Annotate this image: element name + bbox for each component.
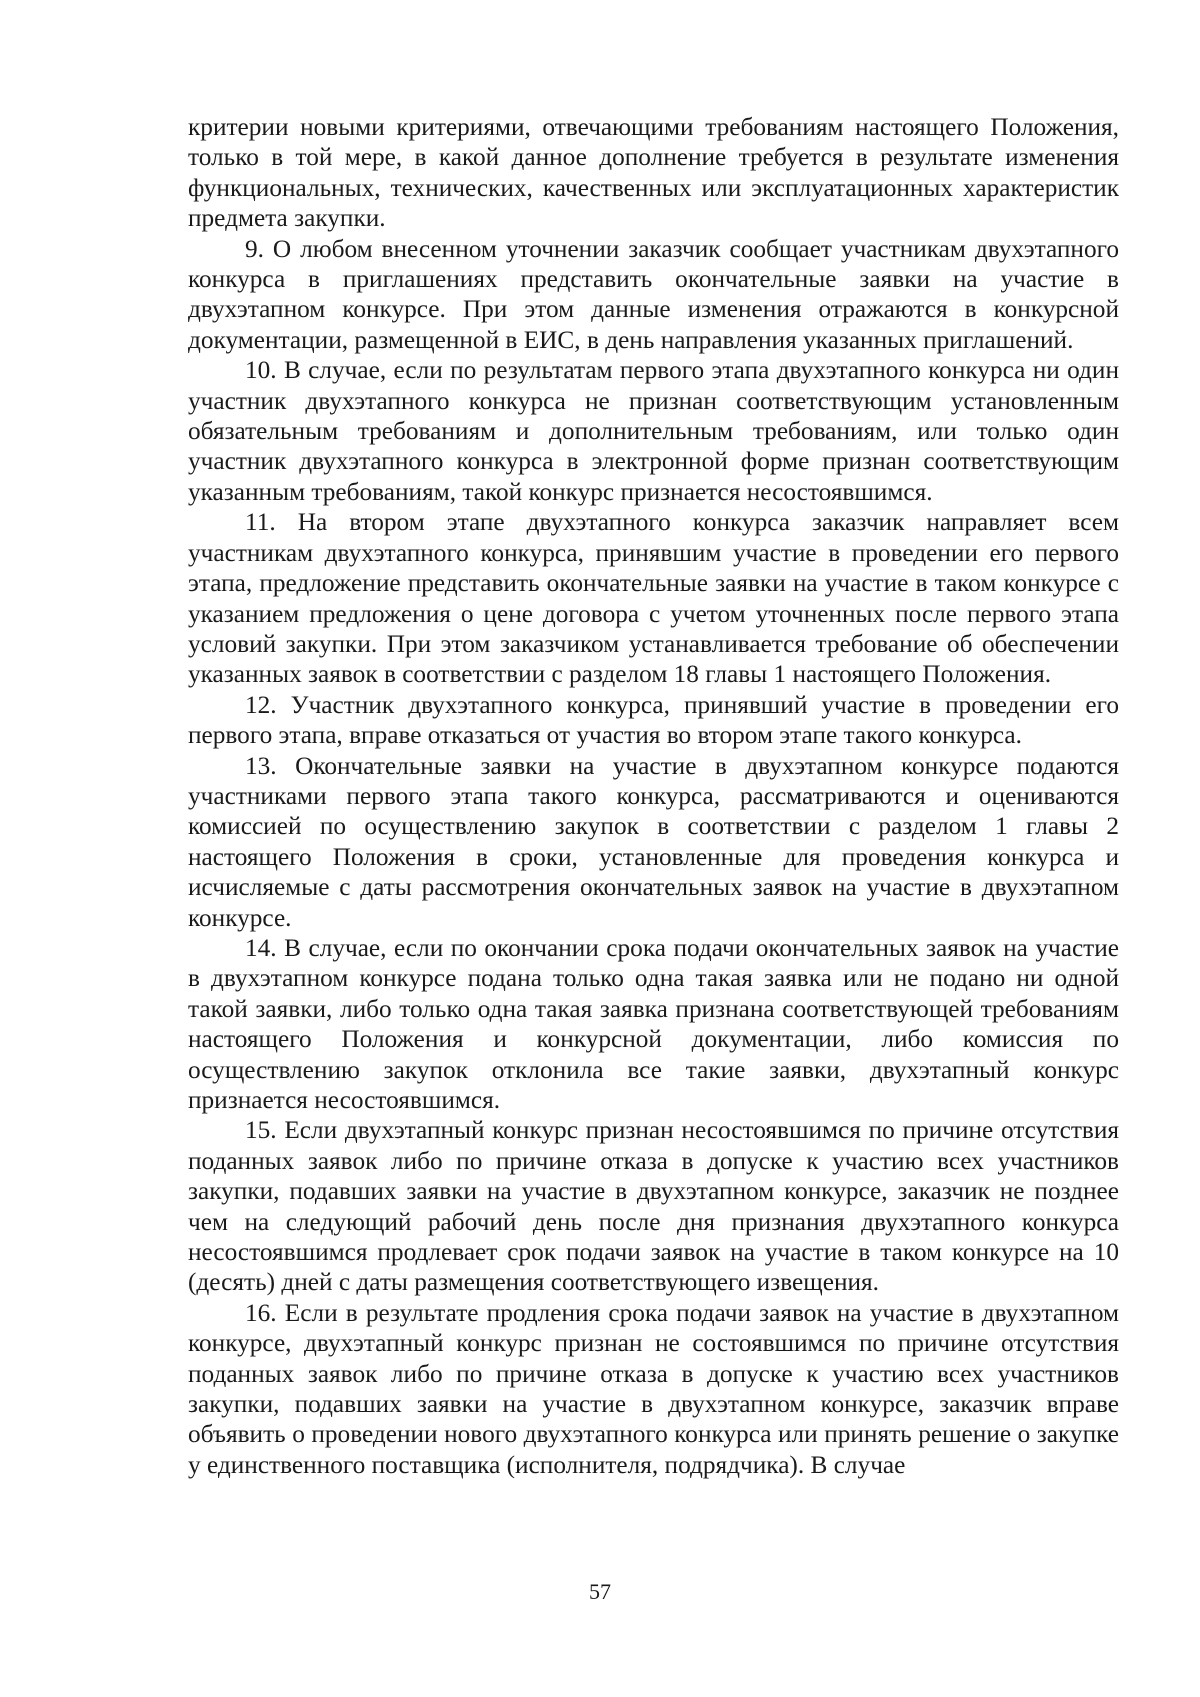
paragraph-15: 15. Если двухэтапный конкурс признан несостоявшимся по причине отсутствия поданных заявок либо по причине отказа в допуске к участию всех участников закупки, подавших заявки на участие в двухэтапном конкурсе, заказчик не позднее чем на следующий рабочий день после дня признания двухэтапного конкурса несостоявшимся продлевает срок подачи заявок на участие в таком конкурсе на 10 (десять) дней с даты размещения соответствующего извещения.: [188, 1116, 1119, 1297]
paragraph-9: 9. О любом внесенном уточнении заказчик сообщает участникам двухэтапного конкурса в приглашениях представить окончательные заявки на участие в двухэтапном конкурсе. При этом данные изменения отражаются в конкурсной документации, размещенной в ЕИС, в день направления указанных приглашений.: [188, 234, 1119, 354]
paragraph-12: 12. Участник двухэтапного конкурса, принявший участие в проведении его первого этапа, вправе отказаться от участия во втором этапе такого конкурса.: [188, 690, 1119, 750]
paragraph-continuation: критерии новыми критериями, отвечающими требованиям настоящего Положения, только в той мере, в какой данное дополнение требуется в результате изменения функциональных, технических, качественных или эксплуатационных характеристик предмета закупки.: [188, 113, 1119, 233]
paragraph-16: 16. Если в результате продления срока подачи заявок на участие в двухэтапном конкурсе, двухэтапный конкурс признан не состоявшимся по причине отсутствия поданных заявок либо по причине отказа в допуске к участию всех участников закупки, подавших заявки на участие в двухэтапном конкурсе, заказчик вправе объявить о проведении нового двухэтапного конкурса или принять решение о закупке у единственного поставщика (исполнителя, подрядчика). В случае: [188, 1298, 1119, 1479]
paragraph-11: 11. На втором этапе двухэтапного конкурса заказчик направляет всем участникам двухэтапного конкурса, принявшим участие в проведении его первого этапа, предложение представить окончательные заявки на участие в таком конкурсе с указанием предложения о цене договора с учетом уточненных после первого этапа условий закупки. При этом заказчиком устанавливается требование об обеспечении указанных заявок в соответствии с разделом 18 главы 1 настоящего Положения.: [188, 508, 1119, 689]
paragraph-10: 10. В случае, если по результатам первого этапа двухэтапного конкурса ни один участник двухэтапного конкурса не признан соответствующим установленным обязательным требованиям и дополнительным требованиям, или только один участник двухэтапного конкурса в электронной форме признан соответствующим указанным требованиям, такой конкурс признается несостоявшимся.: [188, 356, 1119, 506]
document-body: [188, 112, 1119, 1480]
paragraph-14: 14. В случае, если по окончании срока подачи окончательных заявок на участие в двухэтапном конкурсе подана только одна такая заявка или не подано ни одной такой заявки, либо только одна такая заявка признана соответствующей требованиям настоящего Положения и конкурсной документации, либо комиссия по осуществлению закупок отклонила все такие заявки, двухэтапный конкурс признается несостоявшимся.: [188, 933, 1119, 1114]
paragraph-13: 13. Окончательные заявки на участие в двухэтапном конкурсе подаются участниками первого этапа такого конкурса, рассматриваются и оцениваются комиссией по осуществлению закупок в соответствии с разделом 1 главы 2 настоящего Положения в сроки, установленные для проведения конкурса и исчисляемые с даты рассмотрения окончательных заявок на участие в двухэтапном конкурсе.: [188, 751, 1119, 932]
page-number: 57: [589, 1579, 611, 1604]
